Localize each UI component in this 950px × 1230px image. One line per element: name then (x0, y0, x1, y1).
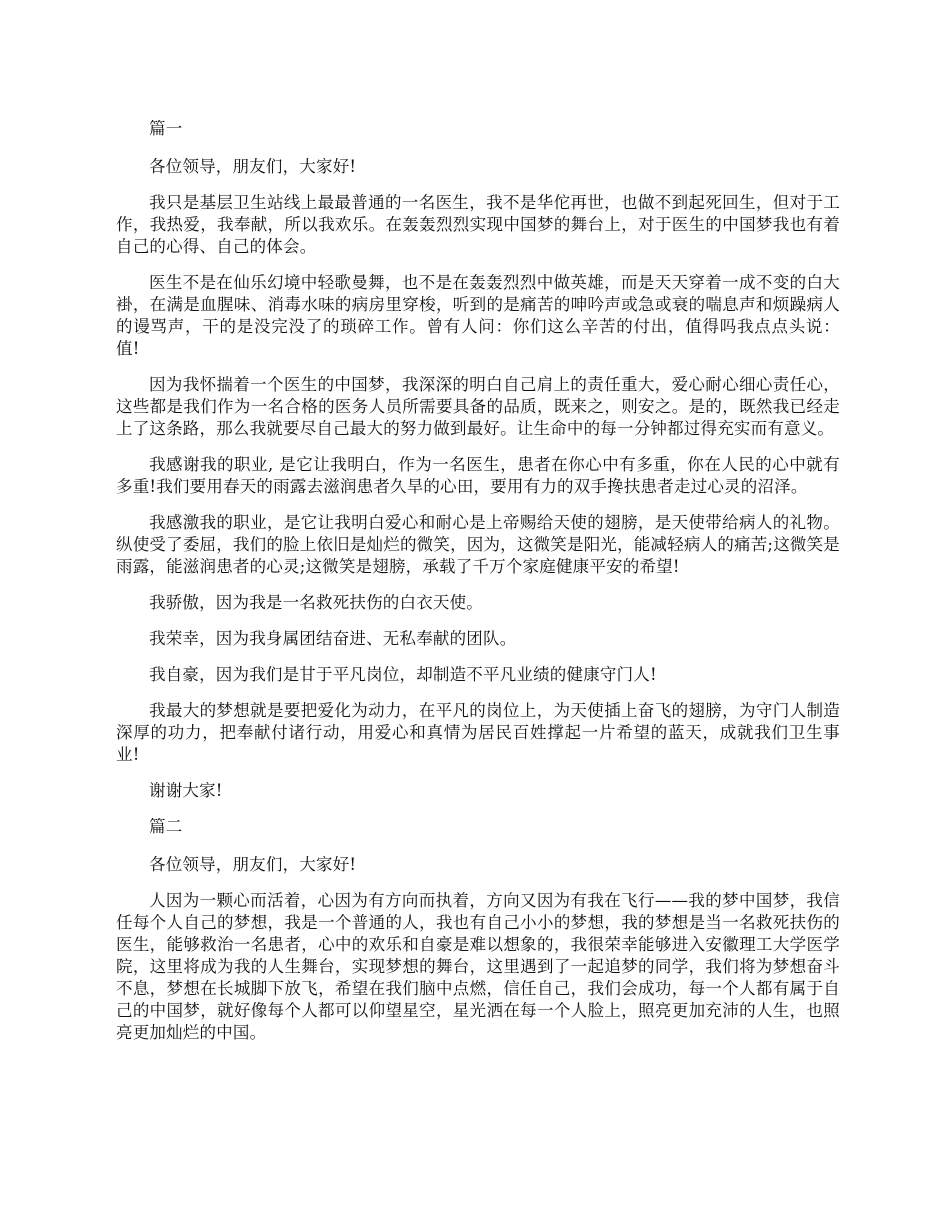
paragraph-7: 我荣幸，因为我身属团结奋进、无私奉献的团队。 (149, 629, 517, 648)
greeting-2: 各位领导，朋友们，大家好! (149, 855, 357, 874)
section-heading-2: 篇二 (149, 817, 183, 836)
paragraph-4: 我感谢我的职业, 是它让我明白，作为一名医生，患者在你心中有多重，你在人民的心中就有多重!我们要用春天的雨露去滋润患者久旱的心田，要用有力的双手搀扶患者走过心灵的沼泽。 (116, 455, 840, 496)
paragraph-1: 我只是基层卫生站线上最最普通的一名医生，我不是华佗再世，也做不到起死回生，但对于工作，我热爱，我奉献，所以我欢乐。在轰轰烈烈实现中国梦的舞台上，对于医生的中国梦我也有着自己的心得、自己的体会。 (116, 193, 840, 256)
paragraph-3: 因为我怀揣着一个医生的中国梦，我深深的明白自己肩上的责任重大，爱心耐心细心责任心，这些都是我们作为一名合格的医务人员所需要具备的品质，既来之，则安之。是的，既然我已经走上了这条路，那么我就要尽自己最大的努力做到最好。让生命中的每一分钟都过得充实而有意义。 (116, 375, 840, 438)
paragraph-8: 我自豪，因为我们是甘于平凡岗位，却制造不平凡业绩的健康守门人! (149, 665, 657, 684)
paragraph-10: 人因为一颗心而活着，心因为有方向而执着，方向又因为有我在飞行——我的梦中国梦，我信任每个人自己的梦想，我是一个普通的人，我也有自己小小的梦想，我的梦想是当一名救死扶伤的医生，能够救治一名患者，心中的欢乐和自豪是难以想象的，我很荣幸能够进入安徽理工大学医学院，这里将成为我的人生舞台，实现梦想的舞台，这里遇到了一起追梦的同学，我们将为梦想奋斗不息，梦想在长城脚下放飞，希望在我们脑中点燃，信任自己，我们会成功，每一个人都有属于自己的中国梦，就好像每个人都可以仰望星空，星光洒在每一个人脸上，照亮更加充沛的人生，也照亮更加灿烂的中国。 (116, 891, 840, 1042)
paragraph-2: 医生不是在仙乐幻境中轻歌曼舞，也不是在轰轰烈烈中做英雄，而是天天穿着一成不变的白大褂，在满是血腥味、消毒水味的病房里穿梭，听到的是痛苦的呻吟声或急或衰的喘息声和烦躁病人的谩骂声，干的是没完没了的琐碎工作。曾有人问：你们这么辛苦的付出，值得吗我点点头说：值! (116, 273, 840, 358)
paragraph-6: 我骄傲，因为我是一名救死扶伤的白衣天使。 (149, 593, 483, 612)
paragraph-9: 我最大的梦想就是要把爱化为动力，在平凡的岗位上，为天使插上奋飞的翅膀，为守门人制造深厚的功力，把奉献付诸行动，用爱心和真情为居民百姓撑起一片希望的蓝天，成就我们卫生事业! (116, 701, 840, 764)
section-heading-1: 篇一 (149, 119, 183, 138)
closing-1: 谢谢大家! (149, 781, 223, 800)
greeting-1: 各位领导，朋友们，大家好! (149, 157, 357, 176)
paragraph-5: 我感激我的职业，是它让我明白爱心和耐心是上帝赐给天使的翅膀，是天使带给病人的礼物。纵使受了委屈，我们的脸上依旧是灿烂的微笑，因为，这微笑是阳光，能减轻病人的痛苦;这微笑是雨露，能滋润患者的心灵;这微笑是翅膀，承载了千万个家庭健康平安的希望! (116, 513, 840, 576)
document-page (116, 118, 840, 1058)
